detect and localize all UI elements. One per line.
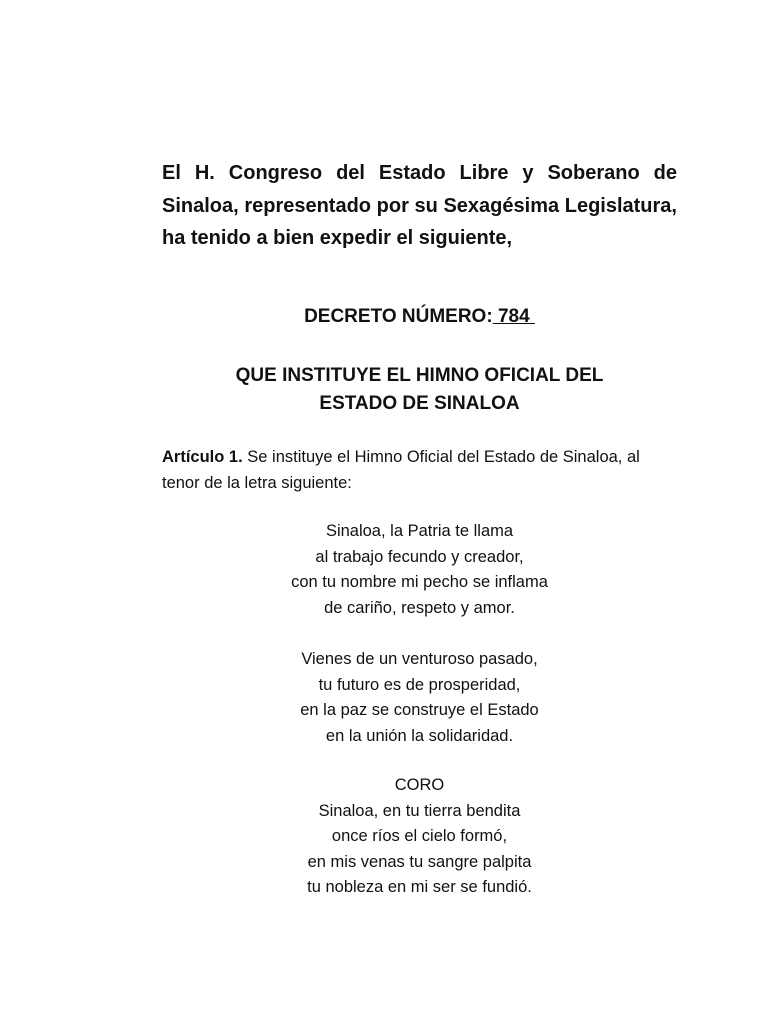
decree-title-line-2: ESTADO DE SINALOA [319,393,520,414]
hymn-stanza-2 [162,647,677,749]
stanza-line: en la paz se construye el Estado [300,701,539,719]
chorus-line: en mis venas tu sangre palpita [307,852,532,871]
stanza-line: tu futuro es de prosperidad, [318,675,521,694]
stanza-line: con tu nombre mi pecho se inflama [291,573,548,591]
stanza-line: Vienes de un venturoso pasado, [301,650,538,668]
decree-title-line-1: QUE INSTITUYE EL HIMNO OFICIAL DEL [235,365,604,386]
chorus-line: once ríos el cielo formó, [331,827,508,845]
chorus-line: Sinaloa, en tu tierra bendita [318,801,521,820]
stanza-line: en la unión la solidaridad. [325,726,514,745]
decree-heading [162,304,677,330]
article-1-paragraph [162,444,677,496]
document-page [162,157,677,896]
decree-label: DECRETO NÚMERO: [304,306,493,327]
stanza-line: al trabajo fecundo y creador, [315,547,524,566]
hymn-stanza-1 [162,519,677,621]
decree-title [162,362,677,418]
article-1-lead: Artículo 1. [162,448,243,466]
chorus-label: CORO [394,776,445,794]
decree-number: 784 [492,306,535,327]
hymn-chorus [162,773,677,901]
stanza-line: Sinaloa, la Patria te llama [325,522,514,540]
preamble-paragraph: El H. Congreso del Estado Libre y Soberano de Sinaloa, representado por su Sexagésima Legislatura, ha tenido a bien expedir el siguiente, [162,162,677,249]
chorus-line: tu nobleza en mi ser se fundió. [307,878,532,896]
article-1-text: Se instituye el Himno Oficial del Estado de Sinaloa, al tenor de la letra siguiente: [162,448,640,492]
stanza-line: de cariño, respeto y amor. [324,598,515,617]
